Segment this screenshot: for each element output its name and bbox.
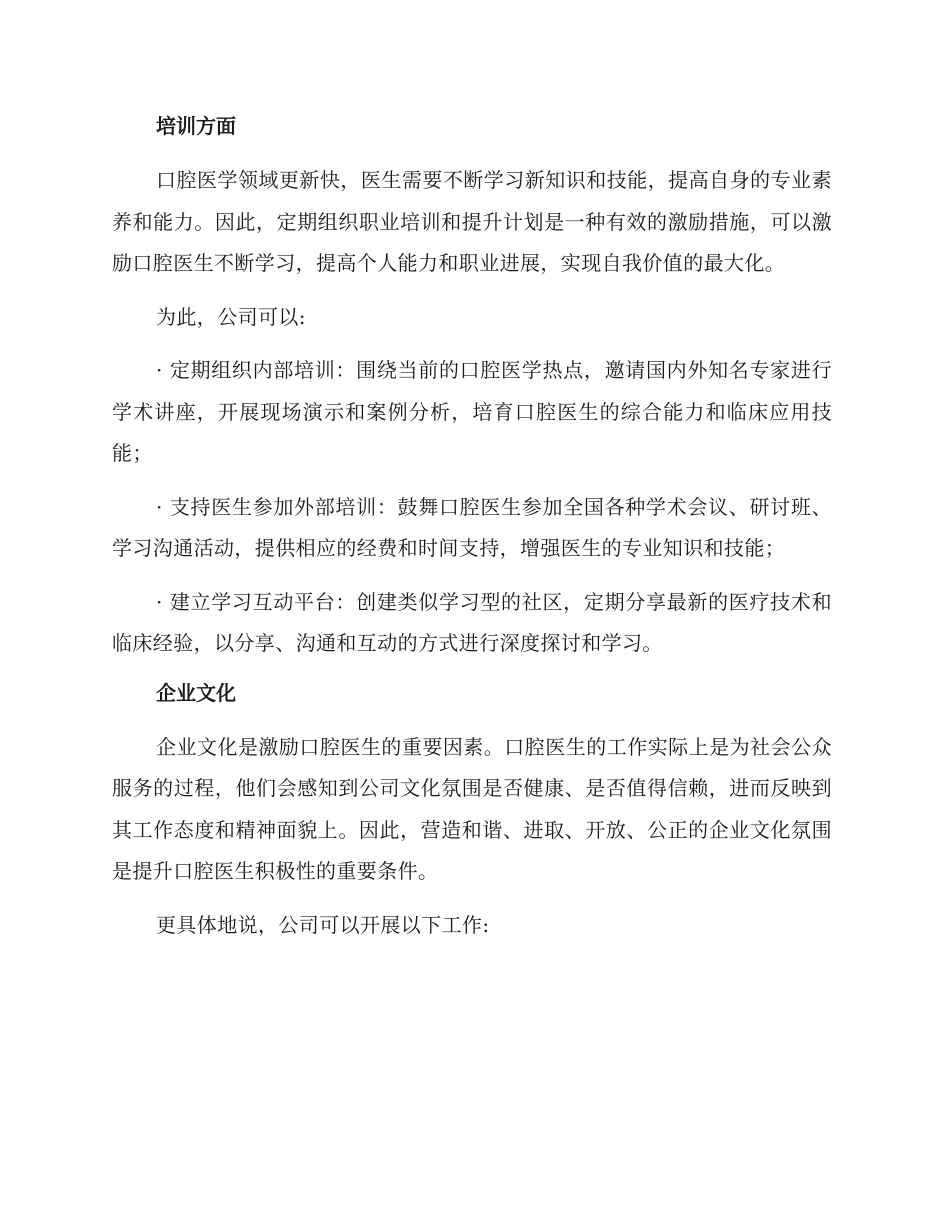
paragraph: 口腔医学领域更新快，医生需要不断学习新知识和技能，提高自身的专业素养和能力。因此，定期组织职业培训和提升计划是一种有效的激励措施，可以激励口腔医生不断学习，提高个人能力和职业进展，实现自我价值的最大化。 <box>112 168 832 275</box>
section-heading: 培训方面 <box>156 114 236 138</box>
paragraph: 更具体地说，公司可以开展以下工作: <box>156 912 490 937</box>
bullet-item: · 支持医生参加外部培训：鼓舞口腔医生参加全国各种学术会议、研讨班、学习沟通活动，提供相应的经费和时间支持，增强医生的专业知识和技能； <box>112 494 832 560</box>
section-culture <box>112 677 832 947</box>
section-training <box>112 110 832 665</box>
bullet-item: · 建立学习互动平台：创建类似学习型的社区，定期分享最新的医疗技术和临床经验，以分享、沟通和互动的方式进行深度探讨和学习。 <box>112 589 832 655</box>
section-heading: 企业文化 <box>156 680 236 705</box>
bullet-item: · 定期组织内部培训：围绕当前的口腔医学热点，邀请国内外知名专家进行学术讲座，开展现场演示和案例分析，培育口腔医生的综合能力和临床应用技能； <box>112 358 832 465</box>
document-page <box>112 110 832 958</box>
paragraph: 为此，公司可以: <box>156 304 306 329</box>
paragraph: 企业文化是激励口腔医生的重要因素。口腔医生的工作实际上是为社会公众服务的过程，他们会感知到公司文化氛围是否健康、是否值得信赖，进而反映到其工作态度和精神面貌上。因此，营造和谐、进取、开放、公正的企业文化氛围是提升口腔医生积极性的重要条件。 <box>112 734 832 883</box>
